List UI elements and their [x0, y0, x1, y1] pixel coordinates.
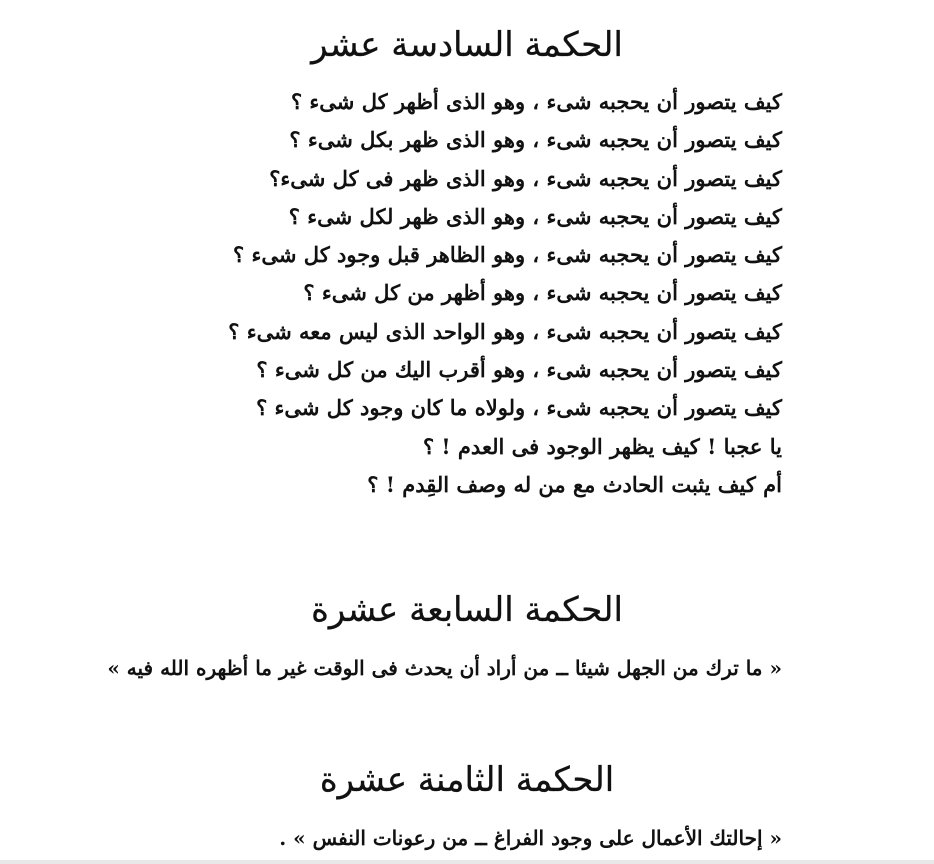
- text-line: يا عجبا ! كيف يظهر الوجود فى العدم ! ؟: [422, 433, 782, 459]
- section-18-title: الحكمة الثامنة عشرة: [319, 760, 615, 800]
- section-17-text: « ما ترك من الجهل شيئا ــ من أراد أن يحدث فى الوقت غير ما أظهره الله فيه »: [107, 656, 782, 680]
- text-line: كيف يتصور أن يحجبه شىء ، وهو الواحد الذى ليس معه شىء ؟: [228, 318, 782, 344]
- text-line: كيف يتصور أن يحجبه شىء ، وهو الذى أظهر كل شىء ؟: [290, 89, 782, 114]
- text-line: كيف يتصور أن يحجبه شىء ، وهو الذى ظهر بكل شىء ؟: [289, 127, 782, 153]
- section-16-title: الحكمة السادسة عشر: [311, 25, 623, 65]
- text-line: كيف يتصور أن يحجبه شىء ، وهو الذى ظهر لكل شىء ؟: [288, 203, 782, 229]
- text-line: كيف يتصور أن يحجبه شىء ، وهو الذى ظهر فى كل شىء؟: [269, 165, 782, 191]
- page-bottom-edge: [0, 860, 934, 864]
- section-16-text: [228, 83, 782, 504]
- text-line: كيف يتصور أن يحجبه شىء ، وهو أظهر من كل شىء ؟: [303, 280, 782, 306]
- text-line: كيف يتصور أن يحجبه شىء ، وهو أقرب اليك من كل شىء ؟: [256, 357, 782, 383]
- text-line: كيف يتصور أن يحجبه شىء ، وهو الظاهر قبل وجود كل شىء ؟: [233, 242, 782, 268]
- text-line: كيف يتصور أن يحجبه شىء ، ولولاه ما كان وجود كل شىء ؟: [256, 395, 782, 421]
- text-line: أم كيف يثبت الحادث مع من له وصف القِدم ! ؟: [367, 471, 782, 497]
- section-18-text: « إحالتك الأعمال على وجود الفراغ ــ من رعونات النفس » .: [279, 826, 782, 850]
- section-17-title: الحكمة السابعة عشرة: [311, 590, 623, 630]
